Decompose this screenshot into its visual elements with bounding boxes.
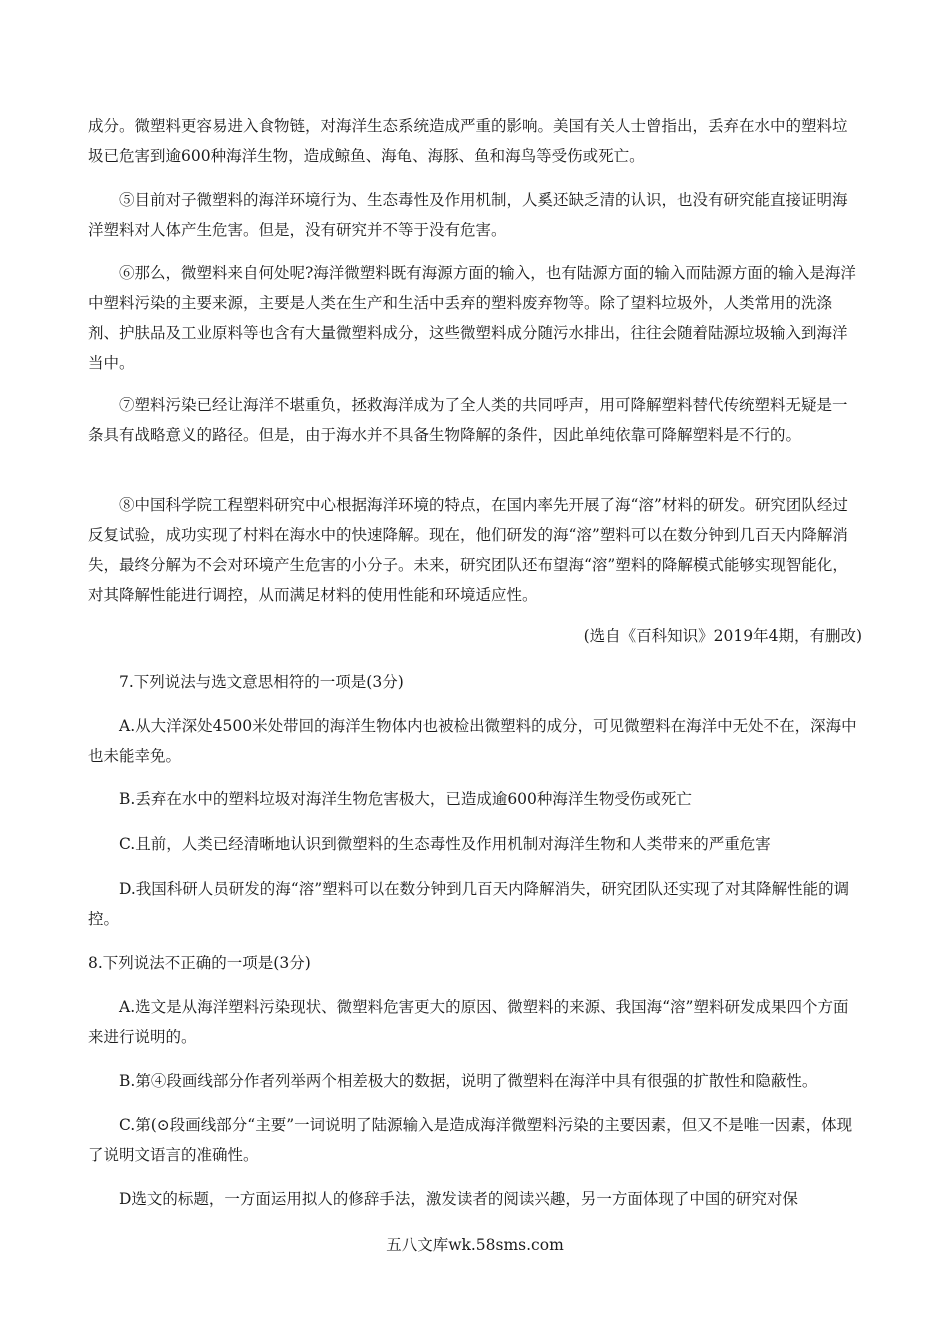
question-8-option-d: D选文的标题，一方面运用拟人的修辞手法，激发读者的阅读兴趣，另一方面体现了中国的研究对保 xyxy=(119,1190,798,1208)
paragraph-5: ⑤目前对子微塑料的海洋环境行为、生态毒性及作用机制，人奚还缺乏清的认识，也没有研究能直接证明海洋塑料对人体产生危害。但是，没有研究并不等于没有危害。 xyxy=(88,191,848,239)
question-7-stem: 7.下列说法与选文意思相符的一项是(3分) xyxy=(119,673,404,691)
question-7-option-d: D.我国科研人员研发的海“溶”塑料可以在数分钟到几百天内降解消失，研究团队还实现了对其降解性能的调控。 xyxy=(88,880,850,928)
question-8-option-b: B.第④段画线部分作者列举两个相差极大的数据，说明了微塑料在海洋中具有很强的扩散性和隐蔽性。 xyxy=(119,1072,818,1090)
question-8-stem: 8.下列说法不正确的一项是(3分) xyxy=(88,954,311,972)
footer-watermark: 五八文库wk.58sms.com xyxy=(386,1236,564,1254)
question-8-option-c: C.第(⊙段画线部分“主要”一词说明了陆源输入是造成海洋微塑料污染的主要因素，但又不是唯一因素，体现了说明文语言的准确性。 xyxy=(88,1116,853,1164)
question-7-option-b: B.丢弃在水中的塑料垃圾对海洋生物危害极大，已造成逾600种海洋生物受伤或死亡 xyxy=(119,790,692,808)
paragraph-8: ⑧中国科学院工程塑料研究中心根据海洋环境的特点，在国内率先开展了海“溶”材料的研发。研究团队经过反复试验，成功实现了村料在海水中的快速降解。现在，他们研发的海“溶”塑料可以在数分钟到几百天内降解消失，最终分解为不会对环境产生危害的小分子。未来，研究团队还布望海“溶”塑料的降解模式能够实现智能化，对其降解性能进行调控，从而满足材料的使用性能和环境适应性。 xyxy=(88,496,848,604)
question-8-option-a: A.选文是从海洋塑料污染现状、微塑料危害更大的原因、微塑料的来源、我国海“溶”塑料研发成果四个方面来进行说明的。 xyxy=(88,998,849,1046)
paragraph-4-continued: 成分。微塑料更容易进入食物链，对海洋生态系统造成严重的影响。美国有关人士曾指出，丢弃在水中的塑料垃圾已危害到逾600种海洋生物，造成鲸鱼、海龟、海豚、鱼和海鸟等受伤或死亡。 xyxy=(88,117,848,165)
source-citation: (选自《百科知识》2019年4期，有删改) xyxy=(583,627,862,645)
paragraph-7: ⑦塑料污染已经让海洋不堪重负，拯救海洋成为了全人类的共同呼声，用可降解塑料替代传统塑料无疑是一条具有战略意义的路径。但是，由于海水并不具备生物降解的条件，因此单纯依靠可降解塑料是不行的。 xyxy=(88,396,848,444)
question-7-option-a: A.从大洋深处4500米处带回的海洋生物体内也被检出微塑料的成分，可见微塑料在海洋中无处不在，深海中也未能幸免。 xyxy=(88,717,857,765)
question-7-option-c: C.且前，人类已经清晰地认识到微塑料的生态毒性及作用机制对海洋生物和人类带来的严重危害 xyxy=(119,835,771,853)
paragraph-6: ⑥那么，微塑料来自何处呢?海洋微塑料既有海源方面的输入，也有陆源方面的输入而陆源方面的输入是海洋中塑料污染的主要来源，主要是人类在生产和生活中丢弃的塑料废弃物等。除了望料垃圾外，人类常用的洗涤剂、护肤品及工业原料等也含有大量微塑料成分，这些微塑料成分随污水排出，往往会随着陆源垃圾输入到海洋当中。 xyxy=(88,264,856,372)
